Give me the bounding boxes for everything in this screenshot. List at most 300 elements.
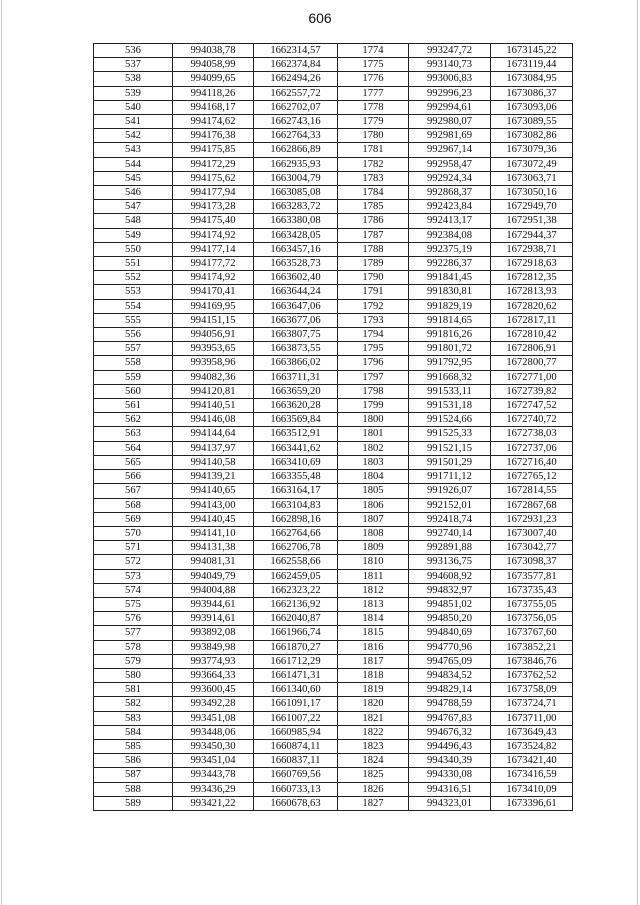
table-row bbox=[94, 171, 573, 185]
x-coordinate-right-cell: 992423,84 bbox=[409, 200, 491, 214]
point-number-left-cell: 588 bbox=[94, 782, 173, 796]
table-row bbox=[94, 626, 573, 640]
table-row bbox=[94, 44, 573, 58]
x-coordinate-left-cell: 994146,08 bbox=[173, 413, 254, 427]
x-coordinate-left-cell: 994082,36 bbox=[173, 370, 254, 384]
y-coordinate-right-cell: 1673410,09 bbox=[491, 782, 573, 796]
table-row bbox=[94, 739, 573, 753]
point-number-right-cell: 1784 bbox=[338, 186, 409, 200]
y-coordinate-right-cell: 1673119,44 bbox=[491, 58, 573, 72]
y-coordinate-left-cell: 1663410,69 bbox=[254, 455, 338, 469]
y-coordinate-right-cell: 1673396,61 bbox=[491, 796, 573, 810]
table-row bbox=[94, 711, 573, 725]
y-coordinate-right-cell: 1672918,63 bbox=[491, 257, 573, 271]
table-row bbox=[94, 100, 573, 114]
y-coordinate-left-cell: 1663659,20 bbox=[254, 384, 338, 398]
point-number-left-cell: 578 bbox=[94, 640, 173, 654]
x-coordinate-left-cell: 993892,08 bbox=[173, 626, 254, 640]
y-coordinate-left-cell: 1662323,22 bbox=[254, 583, 338, 597]
y-coordinate-left-cell: 1662494,26 bbox=[254, 72, 338, 86]
x-coordinate-right-cell: 991711,12 bbox=[409, 470, 491, 484]
x-coordinate-right-cell: 994851,02 bbox=[409, 597, 491, 611]
point-number-right-cell: 1814 bbox=[338, 612, 409, 626]
point-number-left-cell: 569 bbox=[94, 512, 173, 526]
point-number-right-cell: 1817 bbox=[338, 654, 409, 668]
y-coordinate-left-cell: 1663104,83 bbox=[254, 498, 338, 512]
table-row bbox=[94, 427, 573, 441]
y-coordinate-right-cell: 1672800,77 bbox=[491, 356, 573, 370]
x-coordinate-left-cell: 994118,26 bbox=[173, 86, 254, 100]
y-coordinate-right-cell: 1673846,76 bbox=[491, 654, 573, 668]
x-coordinate-left-cell: 994169,95 bbox=[173, 299, 254, 313]
x-coordinate-right-cell: 991792,95 bbox=[409, 356, 491, 370]
x-coordinate-right-cell: 994788,59 bbox=[409, 697, 491, 711]
point-number-left-cell: 547 bbox=[94, 200, 173, 214]
point-number-left-cell: 537 bbox=[94, 58, 173, 72]
point-number-left-cell: 548 bbox=[94, 214, 173, 228]
x-coordinate-right-cell: 994608,92 bbox=[409, 569, 491, 583]
x-coordinate-right-cell: 991814,65 bbox=[409, 313, 491, 327]
y-coordinate-left-cell: 1663569,84 bbox=[254, 413, 338, 427]
y-coordinate-right-cell: 1673724,71 bbox=[491, 697, 573, 711]
point-number-left-cell: 558 bbox=[94, 356, 173, 370]
y-coordinate-right-cell: 1672738,03 bbox=[491, 427, 573, 441]
y-coordinate-left-cell: 1660837,11 bbox=[254, 754, 338, 768]
point-number-right-cell: 1796 bbox=[338, 356, 409, 370]
point-number-right-cell: 1807 bbox=[338, 512, 409, 526]
y-coordinate-right-cell: 1672739,82 bbox=[491, 384, 573, 398]
point-number-left-cell: 554 bbox=[94, 299, 173, 313]
point-number-left-cell: 536 bbox=[94, 44, 173, 58]
x-coordinate-right-cell: 991816,26 bbox=[409, 328, 491, 342]
table-row bbox=[94, 228, 573, 242]
x-coordinate-left-cell: 994140,51 bbox=[173, 399, 254, 413]
point-number-left-cell: 577 bbox=[94, 626, 173, 640]
y-coordinate-left-cell: 1661471,31 bbox=[254, 668, 338, 682]
table-row bbox=[94, 569, 573, 583]
point-number-right-cell: 1789 bbox=[338, 257, 409, 271]
x-coordinate-right-cell: 992967,14 bbox=[409, 143, 491, 157]
point-number-right-cell: 1826 bbox=[338, 782, 409, 796]
y-coordinate-left-cell: 1662702,07 bbox=[254, 100, 338, 114]
x-coordinate-left-cell: 994081,31 bbox=[173, 555, 254, 569]
point-number-right-cell: 1825 bbox=[338, 768, 409, 782]
x-coordinate-left-cell: 994174,62 bbox=[173, 115, 254, 129]
x-coordinate-left-cell: 993450,30 bbox=[173, 739, 254, 753]
y-coordinate-left-cell: 1663283,72 bbox=[254, 200, 338, 214]
y-coordinate-left-cell: 1663441,62 bbox=[254, 441, 338, 455]
y-coordinate-right-cell: 1672944,37 bbox=[491, 228, 573, 242]
table-row bbox=[94, 370, 573, 384]
y-coordinate-right-cell: 1673063,71 bbox=[491, 171, 573, 185]
y-coordinate-right-cell: 1673050,16 bbox=[491, 186, 573, 200]
x-coordinate-left-cell: 993451,04 bbox=[173, 754, 254, 768]
y-coordinate-left-cell: 1662459,05 bbox=[254, 569, 338, 583]
x-coordinate-left-cell: 994175,62 bbox=[173, 171, 254, 185]
table-row bbox=[94, 668, 573, 682]
y-coordinate-left-cell: 1661007,22 bbox=[254, 711, 338, 725]
point-number-right-cell: 1805 bbox=[338, 484, 409, 498]
table-row bbox=[94, 782, 573, 796]
x-coordinate-left-cell: 993448,06 bbox=[173, 725, 254, 739]
point-number-right-cell: 1779 bbox=[338, 115, 409, 129]
table-row bbox=[94, 683, 573, 697]
point-number-right-cell: 1776 bbox=[338, 72, 409, 86]
table-row bbox=[94, 654, 573, 668]
table-row bbox=[94, 72, 573, 86]
x-coordinate-right-cell: 992375,19 bbox=[409, 242, 491, 256]
y-coordinate-right-cell: 1673711,00 bbox=[491, 711, 573, 725]
x-coordinate-right-cell: 994330,08 bbox=[409, 768, 491, 782]
point-number-right-cell: 1787 bbox=[338, 228, 409, 242]
y-coordinate-right-cell: 1673735,43 bbox=[491, 583, 573, 597]
y-coordinate-left-cell: 1663711,31 bbox=[254, 370, 338, 384]
table-row bbox=[94, 583, 573, 597]
x-coordinate-left-cell: 993443,78 bbox=[173, 768, 254, 782]
table-row bbox=[94, 754, 573, 768]
x-coordinate-left-cell: 994174,92 bbox=[173, 228, 254, 242]
y-coordinate-right-cell: 1672817,11 bbox=[491, 313, 573, 327]
x-coordinate-left-cell: 994120,81 bbox=[173, 384, 254, 398]
x-coordinate-left-cell: 994058,99 bbox=[173, 58, 254, 72]
x-coordinate-right-cell: 992891,88 bbox=[409, 541, 491, 555]
point-number-left-cell: 568 bbox=[94, 498, 173, 512]
x-coordinate-right-cell: 991841,45 bbox=[409, 271, 491, 285]
y-coordinate-right-cell: 1673758,09 bbox=[491, 683, 573, 697]
point-number-right-cell: 1778 bbox=[338, 100, 409, 114]
y-coordinate-right-cell: 1672737,06 bbox=[491, 441, 573, 455]
x-coordinate-right-cell: 993140,73 bbox=[409, 58, 491, 72]
table-row bbox=[94, 413, 573, 427]
table-row bbox=[94, 555, 573, 569]
point-number-left-cell: 562 bbox=[94, 413, 173, 427]
point-number-left-cell: 585 bbox=[94, 739, 173, 753]
x-coordinate-left-cell: 994170,41 bbox=[173, 285, 254, 299]
point-number-right-cell: 1800 bbox=[338, 413, 409, 427]
y-coordinate-left-cell: 1663004,79 bbox=[254, 171, 338, 185]
x-coordinate-right-cell: 992958,47 bbox=[409, 157, 491, 171]
x-coordinate-right-cell: 992740,14 bbox=[409, 526, 491, 540]
x-coordinate-right-cell: 993006,83 bbox=[409, 72, 491, 86]
y-coordinate-right-cell: 1673089,55 bbox=[491, 115, 573, 129]
x-coordinate-right-cell: 994840,69 bbox=[409, 626, 491, 640]
table-row bbox=[94, 399, 573, 413]
point-number-right-cell: 1827 bbox=[338, 796, 409, 810]
point-number-right-cell: 1786 bbox=[338, 214, 409, 228]
y-coordinate-left-cell: 1663164,17 bbox=[254, 484, 338, 498]
x-coordinate-left-cell: 994176,38 bbox=[173, 129, 254, 143]
x-coordinate-left-cell: 993436,29 bbox=[173, 782, 254, 796]
x-coordinate-right-cell: 994340,39 bbox=[409, 754, 491, 768]
point-number-left-cell: 565 bbox=[94, 455, 173, 469]
table-row bbox=[94, 186, 573, 200]
x-coordinate-left-cell: 994056,91 bbox=[173, 328, 254, 342]
table-row bbox=[94, 455, 573, 469]
point-number-left-cell: 582 bbox=[94, 697, 173, 711]
page-edge-left bbox=[1, 0, 2, 905]
y-coordinate-left-cell: 1662764,33 bbox=[254, 129, 338, 143]
table-row bbox=[94, 129, 573, 143]
point-number-right-cell: 1794 bbox=[338, 328, 409, 342]
point-number-left-cell: 559 bbox=[94, 370, 173, 384]
x-coordinate-right-cell: 991829,19 bbox=[409, 299, 491, 313]
point-number-right-cell: 1804 bbox=[338, 470, 409, 484]
y-coordinate-left-cell: 1663647,06 bbox=[254, 299, 338, 313]
x-coordinate-right-cell: 991531,18 bbox=[409, 399, 491, 413]
y-coordinate-right-cell: 1673762,52 bbox=[491, 668, 573, 682]
x-coordinate-left-cell: 994168,17 bbox=[173, 100, 254, 114]
y-coordinate-right-cell: 1673042,77 bbox=[491, 541, 573, 555]
y-coordinate-right-cell: 1672771,00 bbox=[491, 370, 573, 384]
y-coordinate-right-cell: 1672951,38 bbox=[491, 214, 573, 228]
x-coordinate-right-cell: 992994,61 bbox=[409, 100, 491, 114]
point-number-left-cell: 576 bbox=[94, 612, 173, 626]
point-number-right-cell: 1802 bbox=[338, 441, 409, 455]
y-coordinate-right-cell: 1673093,06 bbox=[491, 100, 573, 114]
x-coordinate-right-cell: 991501,29 bbox=[409, 455, 491, 469]
y-coordinate-right-cell: 1673145,22 bbox=[491, 44, 573, 58]
table-row bbox=[94, 214, 573, 228]
point-number-left-cell: 552 bbox=[94, 271, 173, 285]
y-coordinate-right-cell: 1673079,36 bbox=[491, 143, 573, 157]
y-coordinate-left-cell: 1662866,89 bbox=[254, 143, 338, 157]
table-row bbox=[94, 342, 573, 356]
table-row bbox=[94, 697, 573, 711]
point-number-right-cell: 1808 bbox=[338, 526, 409, 540]
point-number-right-cell: 1819 bbox=[338, 683, 409, 697]
x-coordinate-right-cell: 991525,33 bbox=[409, 427, 491, 441]
point-number-right-cell: 1783 bbox=[338, 171, 409, 185]
x-coordinate-right-cell: 994832,97 bbox=[409, 583, 491, 597]
table-row bbox=[94, 541, 573, 555]
point-number-right-cell: 1799 bbox=[338, 399, 409, 413]
table-row bbox=[94, 271, 573, 285]
point-number-left-cell: 556 bbox=[94, 328, 173, 342]
point-number-left-cell: 540 bbox=[94, 100, 173, 114]
table-row bbox=[94, 285, 573, 299]
x-coordinate-right-cell: 994770,96 bbox=[409, 640, 491, 654]
x-coordinate-right-cell: 992286,37 bbox=[409, 257, 491, 271]
table-row bbox=[94, 157, 573, 171]
point-number-left-cell: 570 bbox=[94, 526, 173, 540]
x-coordinate-right-cell: 991926,07 bbox=[409, 484, 491, 498]
x-coordinate-right-cell: 994765,09 bbox=[409, 654, 491, 668]
point-number-right-cell: 1812 bbox=[338, 583, 409, 597]
x-coordinate-left-cell: 994004,88 bbox=[173, 583, 254, 597]
point-number-right-cell: 1797 bbox=[338, 370, 409, 384]
y-coordinate-left-cell: 1661966,74 bbox=[254, 626, 338, 640]
y-coordinate-left-cell: 1662558,66 bbox=[254, 555, 338, 569]
point-number-right-cell: 1809 bbox=[338, 541, 409, 555]
table-row bbox=[94, 526, 573, 540]
point-number-right-cell: 1792 bbox=[338, 299, 409, 313]
table-row bbox=[94, 498, 573, 512]
y-coordinate-left-cell: 1663620,28 bbox=[254, 399, 338, 413]
y-coordinate-left-cell: 1663602,40 bbox=[254, 271, 338, 285]
y-coordinate-left-cell: 1663873,55 bbox=[254, 342, 338, 356]
x-coordinate-right-cell: 994850,20 bbox=[409, 612, 491, 626]
table-row bbox=[94, 441, 573, 455]
table-row bbox=[94, 200, 573, 214]
x-coordinate-right-cell: 994323,01 bbox=[409, 796, 491, 810]
x-coordinate-left-cell: 994174,92 bbox=[173, 271, 254, 285]
point-number-left-cell: 574 bbox=[94, 583, 173, 597]
x-coordinate-left-cell: 994099,65 bbox=[173, 72, 254, 86]
x-coordinate-right-cell: 994496,43 bbox=[409, 739, 491, 753]
coordinates-table-body bbox=[94, 44, 573, 811]
x-coordinate-left-cell: 994175,40 bbox=[173, 214, 254, 228]
point-number-right-cell: 1803 bbox=[338, 455, 409, 469]
y-coordinate-right-cell: 1673072,49 bbox=[491, 157, 573, 171]
table-row bbox=[94, 356, 573, 370]
x-coordinate-right-cell: 992996,23 bbox=[409, 86, 491, 100]
x-coordinate-left-cell: 994177,72 bbox=[173, 257, 254, 271]
table-row bbox=[94, 86, 573, 100]
y-coordinate-right-cell: 1672716,40 bbox=[491, 455, 573, 469]
y-coordinate-right-cell: 1672810,42 bbox=[491, 328, 573, 342]
point-number-right-cell: 1777 bbox=[338, 86, 409, 100]
x-coordinate-left-cell: 994173,28 bbox=[173, 200, 254, 214]
x-coordinate-left-cell: 993600,45 bbox=[173, 683, 254, 697]
x-coordinate-right-cell: 992152,01 bbox=[409, 498, 491, 512]
point-number-right-cell: 1790 bbox=[338, 271, 409, 285]
table-row bbox=[94, 313, 573, 327]
x-coordinate-left-cell: 994143,00 bbox=[173, 498, 254, 512]
point-number-left-cell: 539 bbox=[94, 86, 173, 100]
x-coordinate-left-cell: 993421,22 bbox=[173, 796, 254, 810]
point-number-right-cell: 1811 bbox=[338, 569, 409, 583]
page-edge-right bbox=[637, 0, 638, 905]
x-coordinate-right-cell: 991668,32 bbox=[409, 370, 491, 384]
table-row bbox=[94, 640, 573, 654]
point-number-left-cell: 571 bbox=[94, 541, 173, 555]
y-coordinate-right-cell: 1672812,35 bbox=[491, 271, 573, 285]
point-number-left-cell: 545 bbox=[94, 171, 173, 185]
x-coordinate-right-cell: 992413,17 bbox=[409, 214, 491, 228]
y-coordinate-left-cell: 1663644,24 bbox=[254, 285, 338, 299]
point-number-left-cell: 581 bbox=[94, 683, 173, 697]
x-coordinate-right-cell: 992384,08 bbox=[409, 228, 491, 242]
point-number-right-cell: 1788 bbox=[338, 242, 409, 256]
point-number-left-cell: 550 bbox=[94, 242, 173, 256]
y-coordinate-left-cell: 1661091,17 bbox=[254, 697, 338, 711]
x-coordinate-left-cell: 993958,96 bbox=[173, 356, 254, 370]
point-number-left-cell: 572 bbox=[94, 555, 173, 569]
y-coordinate-left-cell: 1663512,91 bbox=[254, 427, 338, 441]
y-coordinate-right-cell: 1673098,37 bbox=[491, 555, 573, 569]
point-number-left-cell: 587 bbox=[94, 768, 173, 782]
y-coordinate-right-cell: 1672747,52 bbox=[491, 399, 573, 413]
point-number-left-cell: 566 bbox=[94, 470, 173, 484]
y-coordinate-right-cell: 1672813,93 bbox=[491, 285, 573, 299]
y-coordinate-right-cell: 1672931,23 bbox=[491, 512, 573, 526]
point-number-left-cell: 589 bbox=[94, 796, 173, 810]
x-coordinate-left-cell: 994137,97 bbox=[173, 441, 254, 455]
table-row bbox=[94, 725, 573, 739]
x-coordinate-right-cell: 991524,66 bbox=[409, 413, 491, 427]
x-coordinate-left-cell: 993944,61 bbox=[173, 597, 254, 611]
x-coordinate-right-cell: 991801,72 bbox=[409, 342, 491, 356]
point-number-left-cell: 564 bbox=[94, 441, 173, 455]
y-coordinate-left-cell: 1662764,66 bbox=[254, 526, 338, 540]
point-number-right-cell: 1823 bbox=[338, 739, 409, 753]
y-coordinate-left-cell: 1663457,16 bbox=[254, 242, 338, 256]
y-coordinate-right-cell: 1673086,37 bbox=[491, 86, 573, 100]
y-coordinate-left-cell: 1662040,87 bbox=[254, 612, 338, 626]
point-number-left-cell: 573 bbox=[94, 569, 173, 583]
x-coordinate-left-cell: 994172,29 bbox=[173, 157, 254, 171]
y-coordinate-left-cell: 1660769,56 bbox=[254, 768, 338, 782]
point-number-left-cell: 560 bbox=[94, 384, 173, 398]
y-coordinate-right-cell: 1673007,40 bbox=[491, 526, 573, 540]
x-coordinate-left-cell: 993451,08 bbox=[173, 711, 254, 725]
x-coordinate-right-cell: 992418,74 bbox=[409, 512, 491, 526]
y-coordinate-right-cell: 1672806,91 bbox=[491, 342, 573, 356]
y-coordinate-right-cell: 1673577,81 bbox=[491, 569, 573, 583]
y-coordinate-right-cell: 1673524,82 bbox=[491, 739, 573, 753]
x-coordinate-left-cell: 994151,15 bbox=[173, 313, 254, 327]
x-coordinate-left-cell: 994177,94 bbox=[173, 186, 254, 200]
table-row bbox=[94, 115, 573, 129]
point-number-right-cell: 1793 bbox=[338, 313, 409, 327]
x-coordinate-right-cell: 991830,81 bbox=[409, 285, 491, 299]
point-number-left-cell: 563 bbox=[94, 427, 173, 441]
y-coordinate-right-cell: 1673082,86 bbox=[491, 129, 573, 143]
x-coordinate-left-cell: 993774,93 bbox=[173, 654, 254, 668]
coordinates-table bbox=[93, 43, 573, 811]
y-coordinate-right-cell: 1672938,71 bbox=[491, 242, 573, 256]
x-coordinate-left-cell: 993492,28 bbox=[173, 697, 254, 711]
x-coordinate-right-cell: 994829,14 bbox=[409, 683, 491, 697]
point-number-right-cell: 1821 bbox=[338, 711, 409, 725]
table-row bbox=[94, 796, 573, 810]
y-coordinate-left-cell: 1661712,29 bbox=[254, 654, 338, 668]
point-number-right-cell: 1822 bbox=[338, 725, 409, 739]
x-coordinate-left-cell: 993953,65 bbox=[173, 342, 254, 356]
x-coordinate-right-cell: 994834,52 bbox=[409, 668, 491, 682]
y-coordinate-right-cell: 1673421,40 bbox=[491, 754, 573, 768]
point-number-right-cell: 1818 bbox=[338, 668, 409, 682]
point-number-right-cell: 1798 bbox=[338, 384, 409, 398]
y-coordinate-left-cell: 1662314,57 bbox=[254, 44, 338, 58]
y-coordinate-right-cell: 1672740,72 bbox=[491, 413, 573, 427]
x-coordinate-right-cell: 992980,07 bbox=[409, 115, 491, 129]
table-row bbox=[94, 299, 573, 313]
point-number-left-cell: 575 bbox=[94, 597, 173, 611]
x-coordinate-left-cell: 994140,65 bbox=[173, 484, 254, 498]
y-coordinate-left-cell: 1660874,11 bbox=[254, 739, 338, 753]
page-number: 606 bbox=[308, 10, 332, 26]
point-number-left-cell: 555 bbox=[94, 313, 173, 327]
x-coordinate-left-cell: 994140,45 bbox=[173, 512, 254, 526]
y-coordinate-right-cell: 1673756,05 bbox=[491, 612, 573, 626]
table-row bbox=[94, 597, 573, 611]
x-coordinate-left-cell: 994038,78 bbox=[173, 44, 254, 58]
point-number-left-cell: 553 bbox=[94, 285, 173, 299]
y-coordinate-left-cell: 1662374,84 bbox=[254, 58, 338, 72]
y-coordinate-left-cell: 1663428,05 bbox=[254, 228, 338, 242]
x-coordinate-left-cell: 994140,58 bbox=[173, 455, 254, 469]
x-coordinate-left-cell: 994144,64 bbox=[173, 427, 254, 441]
point-number-right-cell: 1816 bbox=[338, 640, 409, 654]
table-row bbox=[94, 242, 573, 256]
y-coordinate-right-cell: 1672949,70 bbox=[491, 200, 573, 214]
point-number-left-cell: 546 bbox=[94, 186, 173, 200]
point-number-left-cell: 538 bbox=[94, 72, 173, 86]
y-coordinate-left-cell: 1662743,16 bbox=[254, 115, 338, 129]
y-coordinate-right-cell: 1673084,95 bbox=[491, 72, 573, 86]
x-coordinate-right-cell: 992868,37 bbox=[409, 186, 491, 200]
